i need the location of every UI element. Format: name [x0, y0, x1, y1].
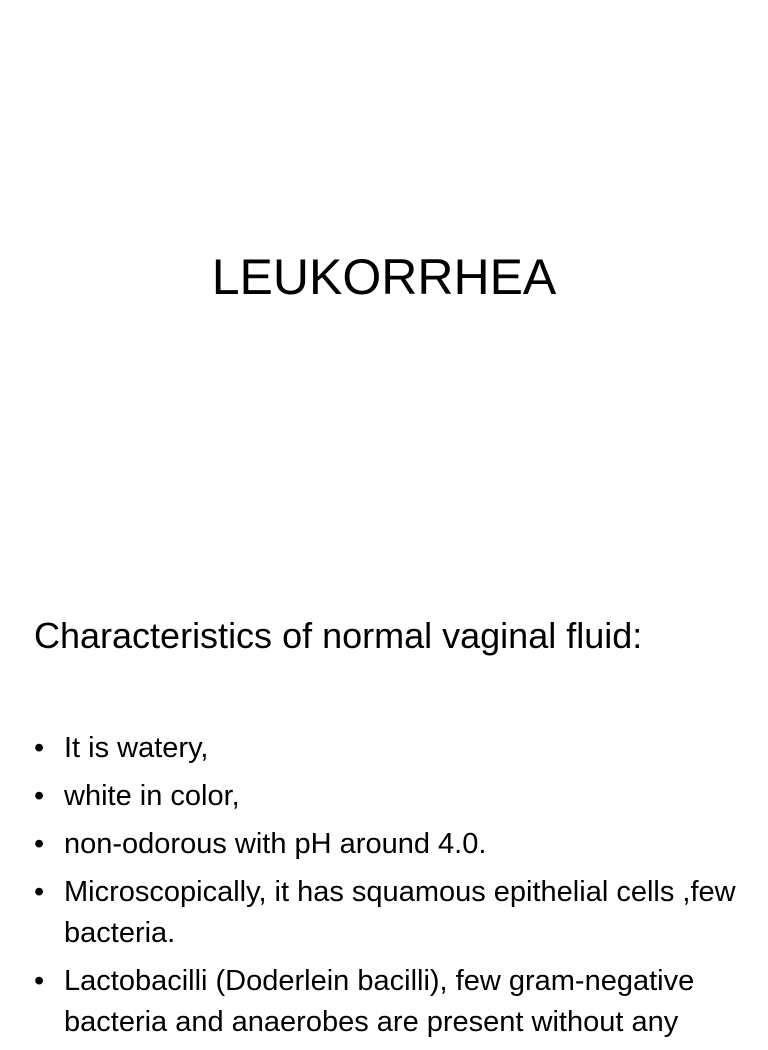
- bullet-item: [34, 961, 754, 1043]
- bullet-item: [34, 776, 754, 817]
- bullet-text: Microscopically, it has squamous epithelial cells ,few bacteria.: [64, 876, 736, 949]
- bullet-icon: •: [34, 828, 45, 860]
- bullet-item: [34, 728, 754, 769]
- bullet-icon: •: [34, 965, 45, 997]
- bullet-icon: •: [34, 876, 45, 908]
- bullet-text: It is watery,: [64, 732, 209, 764]
- bullet-text: white in color,: [64, 780, 240, 812]
- bullet-icon: •: [34, 780, 45, 812]
- bullet-text: Lactobacilli (Doderlein bacilli), few gram-negative bacteria and anaerobes are present without any: [64, 965, 695, 1038]
- bullet-list: [34, 728, 754, 1050]
- slide-title: LEUKORRHEA: [211, 249, 557, 305]
- bullet-item: [34, 824, 754, 865]
- bullet-item: [34, 872, 754, 954]
- section-heading: Characteristics of normal vaginal fluid:: [34, 615, 643, 656]
- bullet-icon: •: [34, 732, 45, 764]
- bullet-text: non-odorous with pH around 4.0.: [64, 828, 487, 860]
